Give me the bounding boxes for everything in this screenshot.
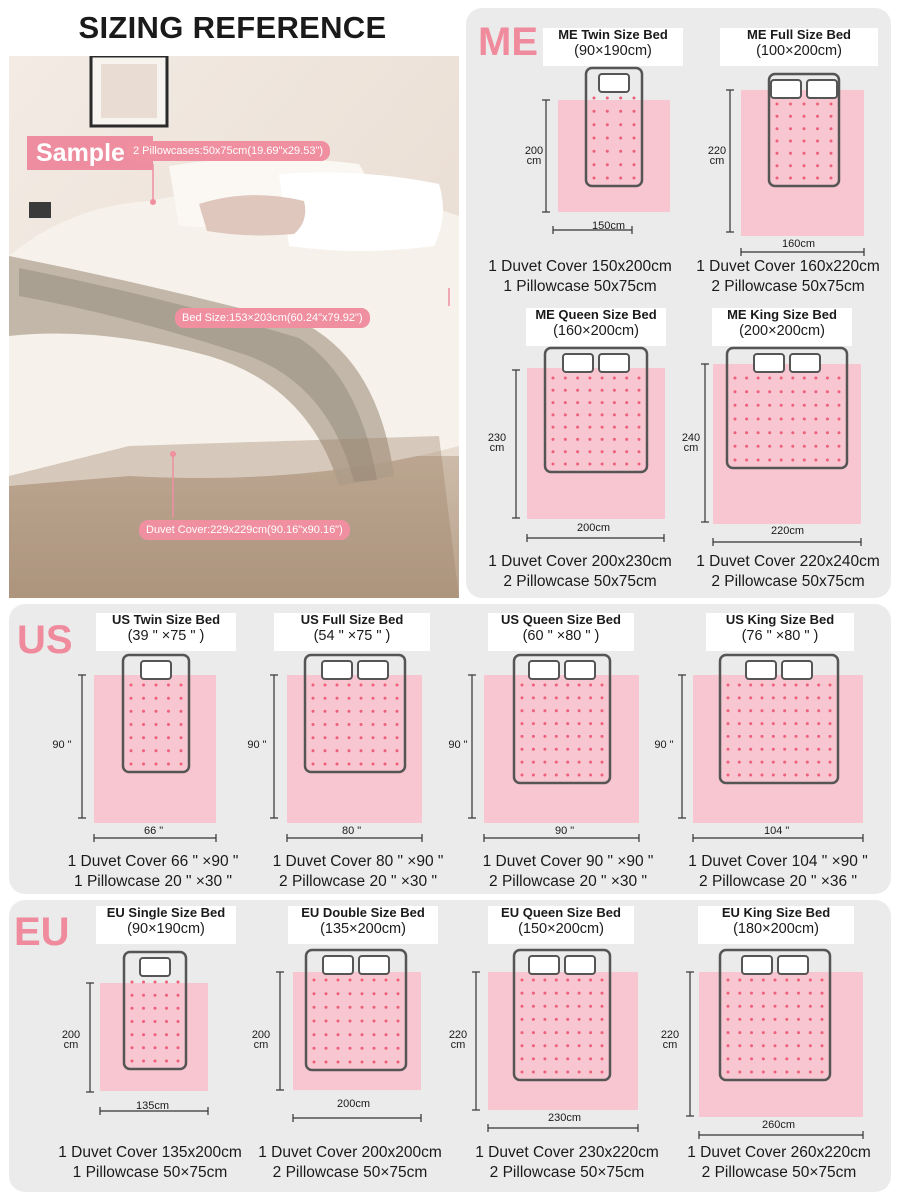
eu-card-caption (672, 1143, 886, 1183)
bed-name: EU Double Size Bed (301, 905, 425, 920)
height-label: 200 cm (524, 145, 544, 167)
bed-name: EU King Size Bed (721, 905, 831, 920)
bed-name: ME Twin Size Bed (558, 27, 668, 42)
height-label: 90 " (448, 739, 468, 751)
duvet-cover-callout: Duvet Cover:229x229cm(90.16"x90.16") (139, 520, 350, 540)
eu-card-title (698, 906, 854, 944)
bed-name: EU Queen Size Bed (501, 905, 621, 920)
bed-name: ME King Size Bed (727, 307, 837, 322)
bed-name: ME Queen Size Bed (535, 307, 657, 322)
height-label: 220 cm (448, 1029, 468, 1051)
pillowcase-spec: 2 Pillowcase 50x75cm (503, 573, 657, 590)
pillowcase-spec: 2 Pillowcase 50×75cm (489, 1164, 645, 1181)
pillowcase-spec: 1 Pillowcase 50×75cm (72, 1164, 228, 1181)
height-label: 230 cm (487, 432, 507, 454)
us-card-title (706, 613, 854, 651)
page-title: SIZING REFERENCE (78, 10, 387, 45)
duvet-cover-spec: 1 Duvet Cover 135x200cm (58, 1144, 242, 1161)
us-card-title (96, 613, 236, 651)
bed-size-callout: Bed Size:153×203cm(60.24"x79.92") (175, 308, 370, 328)
eu-card-caption (250, 1143, 450, 1183)
width-label: 90 " (555, 825, 575, 837)
bed-dimensions: (39 " ×75 " ) (127, 627, 205, 644)
duvet-cover-spec: 1 Duvet Cover 160x220cm (696, 258, 880, 275)
height-label: 220 cm (660, 1029, 680, 1051)
duvet-cover-spec: 1 Duvet Cover 200x200cm (258, 1144, 442, 1161)
width-label: 200cm (337, 1098, 371, 1110)
eu-region-label: EU (14, 910, 70, 954)
pillowcase-spec: 2 Pillowcase 50x75cm (711, 278, 865, 295)
bed-name: US Queen Size Bed (501, 612, 621, 627)
me-card-title (543, 28, 683, 66)
width-label: 220cm (771, 525, 805, 537)
us-card-caption (468, 852, 668, 892)
bed-name: EU Single Size Bed (106, 905, 226, 920)
bed-dimensions: (90×190cm) (127, 920, 205, 937)
eu-card-caption (462, 1143, 672, 1183)
duvet-cover-spec: 1 Duvet Cover 104 " ×90 " (688, 853, 868, 870)
bed-name: ME Full Size Bed (746, 27, 851, 42)
bed-dimensions: (100×200cm) (756, 42, 842, 59)
width-label: 104 " (764, 825, 790, 837)
me-card-caption (688, 552, 888, 592)
bed-dimensions: (90×190cm) (574, 42, 652, 59)
me-card-title (712, 308, 852, 346)
sample-bedroom-photo (9, 56, 459, 598)
duvet-cover-spec: 1 Duvet Cover 66 " ×90 " (67, 853, 239, 870)
us-card-caption (58, 852, 248, 892)
me-card-caption (480, 552, 680, 592)
me-card-title (526, 308, 666, 346)
pillowcase-spec: 2 Pillowcase 50×75cm (701, 1164, 857, 1181)
height-label: 200 cm (251, 1029, 271, 1051)
height-label: 90 " (52, 739, 72, 751)
eu-card-title (488, 906, 634, 944)
bed-dimensions: (200×200cm) (739, 322, 825, 339)
me-region-panel (466, 8, 891, 598)
width-label: 200cm (577, 522, 611, 534)
duvet-cover-spec: 1 Duvet Cover 80 " ×90 " (272, 853, 444, 870)
pillowcase-spec: 2 Pillowcase 20 " ×30 " (489, 873, 647, 890)
width-label: 135cm (136, 1100, 170, 1112)
bed-name: US Twin Size Bed (111, 612, 221, 627)
duvet-cover-spec: 1 Duvet Cover 230x220cm (475, 1144, 659, 1161)
duvet-cover-spec: 1 Duvet Cover 260x220cm (687, 1144, 871, 1161)
pillowcase-spec: 2 Pillowcase 20 " ×36 " (699, 873, 857, 890)
bed-dimensions: (150×200cm) (518, 920, 604, 937)
pillowcases-callout: 2 Pillowcases:50x75cm(19.69"x29.53") (126, 141, 330, 161)
us-card-title (488, 613, 634, 651)
pillowcase-spec: 2 Pillowcase 50×75cm (272, 1164, 428, 1181)
width-label: 260cm (762, 1119, 796, 1131)
width-label: 66 " (144, 825, 164, 837)
bed-dimensions: (54 " ×75 " ) (313, 627, 391, 644)
height-label: 90 " (247, 739, 267, 751)
bed-dimensions: (60 " ×80 " ) (522, 627, 600, 644)
width-label: 230cm (548, 1112, 582, 1124)
height-label: 90 " (654, 739, 674, 751)
bed-dimensions: (160×200cm) (553, 322, 639, 339)
pillowcase-spec: 1 Pillowcase 20 " ×30 " (74, 873, 232, 890)
duvet-cover-spec: 1 Duvet Cover 150x200cm (488, 258, 672, 275)
bed-name: US King Size Bed (725, 612, 835, 627)
eu-card-caption (50, 1143, 250, 1183)
bed-dimensions: (180×200cm) (733, 920, 819, 937)
bed-name: US Full Size Bed (300, 612, 404, 627)
pillowcase-spec: 1 Pillowcase 50x75cm (503, 278, 657, 295)
width-label: 160cm (782, 238, 816, 250)
us-card-caption (258, 852, 458, 892)
duvet-cover-spec: 1 Duvet Cover 90 " ×90 " (482, 853, 654, 870)
me-card-caption (688, 257, 888, 297)
me-card-caption (480, 257, 680, 297)
bed-dimensions: (135×200cm) (320, 920, 406, 937)
eu-card-title (288, 906, 438, 944)
me-card-title (720, 28, 878, 66)
eu-card-title (96, 906, 236, 944)
duvet-cover-spec: 1 Duvet Cover 220x240cm (696, 553, 880, 570)
height-label: 220 cm (707, 145, 727, 167)
sample-badge: Sample (27, 136, 153, 170)
us-card-title (274, 613, 430, 651)
pillowcase-spec: 2 Pillowcase 50x75cm (711, 573, 865, 590)
pillowcase-spec: 2 Pillowcase 20 " ×30 " (279, 873, 437, 890)
width-label: 150cm (592, 220, 626, 232)
us-region-label: US (17, 618, 73, 662)
height-label: 240 cm (681, 432, 701, 454)
bed-dimensions: (76 " ×80 " ) (741, 627, 819, 644)
width-label: 80 " (342, 825, 362, 837)
duvet-cover-spec: 1 Duvet Cover 200x230cm (488, 553, 672, 570)
us-card-caption (678, 852, 878, 892)
height-label: 200 cm (61, 1029, 81, 1051)
me-region-label: ME (478, 20, 538, 64)
